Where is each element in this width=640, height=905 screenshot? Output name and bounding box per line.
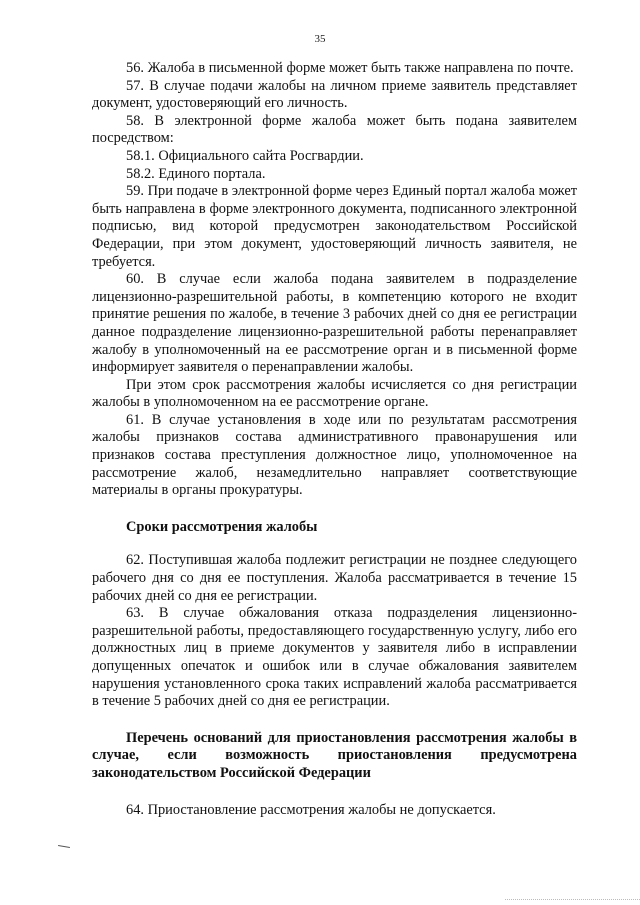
document-body — [92, 60, 577, 819]
paragraph-59: 59. При подаче в электронной форме через Единый портал жалоба может быть направлена в форме электронного документа, подписанного электронной подписью, вид которой предусмотрен законодательством Российской Федерации, при этом документ, удостоверяющий личность заявителя, не требуется. — [92, 183, 577, 270]
section-heading-review-terms: Сроки рассмотрения жалобы — [126, 518, 318, 535]
paragraph-62: 62. Поступившая жалоба подлежит регистрации не позднее следующего рабочего дня со дня ее поступления. Жалоба рассматривается в течение 15 рабочих дней со дня ее регистрации. — [92, 552, 577, 604]
scan-edge-line — [505, 899, 640, 901]
page-number: 35 — [314, 33, 326, 45]
paragraph-56: 56. Жалоба в письменной форме может быть также направлена по почте. — [126, 60, 574, 76]
paragraph-63: 63. В случае обжалования отказа подразделения лицензионно-разрешительной работы, предоставляющего государственную услугу, либо его должностных лиц в приеме документов у заявителя либо в исправлении допущенных опечаток и ошибок или в случае обжалования заявителем нарушения установленного срока таких исправлений жалоба рассматривается в течение 5 рабочих дней со дня ее регистрации. — [92, 605, 577, 710]
paragraph-58-1: 58.1. Официального сайта Росгвардии. — [126, 147, 364, 164]
section-heading-suspension-grounds: Перечень оснований для приостановления рассмотрения жалобы в случае, если возможность приостановления предусмотрена законодательством Российской Федерации — [92, 729, 577, 781]
paragraph-60: 60. В случае если жалоба подана заявителем в подразделение лицензионно-разрешительной работы, в компетенцию которого не входит принятие решения по жалобе, в течение 3 рабочих дней со дня ее регистрации данное подразделение лицензионно-разрешительной работы перенаправляет жалобу в уполномоченный на ее рассмотрение орган и в письменной форме информирует заявителя о перенаправлении жалобы. — [92, 271, 577, 376]
paragraph-60-note: При этом срок рассмотрения жалобы исчисляется со дня регистрации жалобы в уполномоченном на ее рассмотрение органе. — [92, 376, 577, 411]
paragraph-61: 61. В случае установления в ходе или по результатам рассмотрения жалобы признаков состава административного правонарушения или признаков состава преступления должностное лицо, уполномоченное на рассмотрение жалоб, незамедлительно направляет соответствующие материалы в органы прокуратуры. — [92, 411, 577, 499]
paragraph-58: 58. В электронной форме жалоба может быть подана заявителем посредством: — [92, 112, 577, 147]
paragraph-57: 57. В случае подачи жалобы на личном приеме заявитель представляет документ, удостоверяющий его личность. — [92, 77, 577, 112]
pen-mark — [58, 845, 70, 848]
paragraph-58-2: 58.2. Единого портала. — [126, 165, 266, 182]
paragraph-64: 64. Приостановление рассмотрения жалобы не допускается. — [126, 801, 496, 818]
